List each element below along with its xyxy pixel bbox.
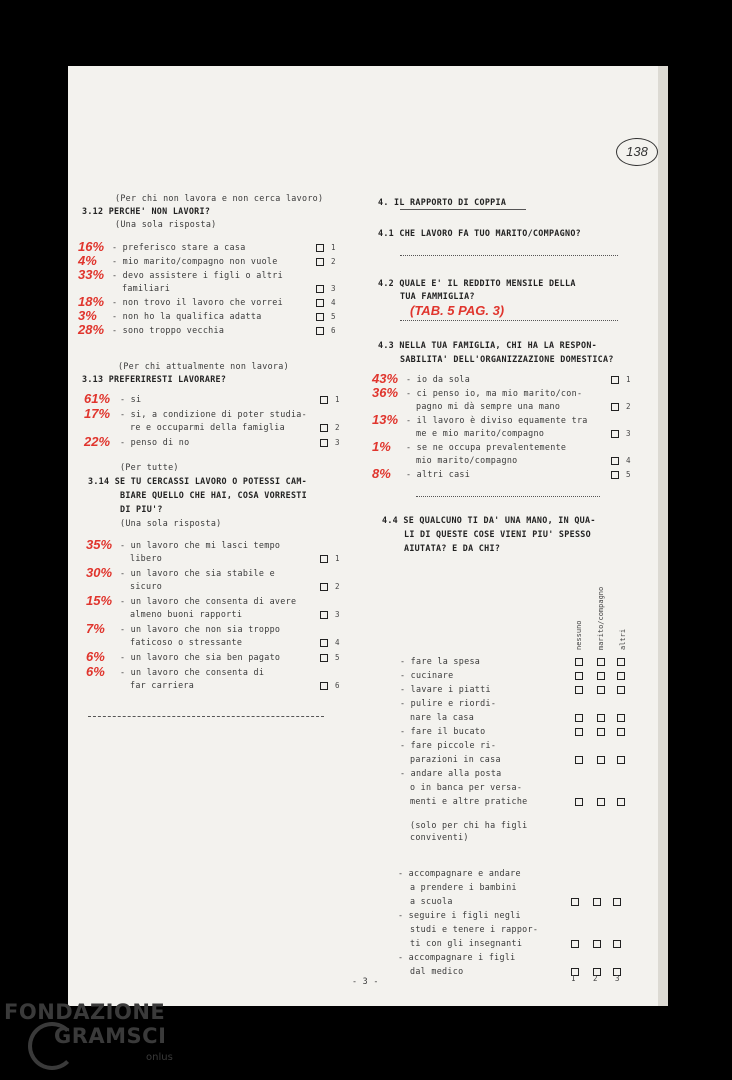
option-checkbox[interactable] [611, 457, 619, 465]
percent-value: 30% [86, 565, 113, 580]
grid-checkbox[interactable] [617, 658, 625, 666]
grid-checkbox[interactable] [597, 714, 605, 722]
option-checkbox[interactable] [320, 611, 328, 619]
q313-note: (Per chi attualmente non lavora) [118, 361, 289, 371]
grid-checkbox[interactable] [571, 898, 579, 906]
q42-title-2: TUA FAMMIGLIA? [400, 291, 475, 301]
task-label: - pulire e riordi- [400, 698, 497, 708]
percent-value: 13% [372, 412, 399, 427]
option-text: - altri casi [406, 469, 471, 479]
q312-title: 3.12 PERCHE' NON LAVORI? [82, 206, 211, 216]
option-code: 1 [335, 554, 340, 563]
kids-note-2: conviventi) [410, 832, 469, 842]
option-text: - se ne occupa prevalentemente [406, 442, 567, 452]
q44-title-3: AIUTATA? E DA CHI? [404, 543, 501, 553]
option-text: - non ho la qualifica adatta [112, 311, 262, 321]
q41-answer-line [400, 255, 618, 256]
q44-title-1: 4.4 SE QUALCUNO TI DA' UNA MANO, IN QUA- [382, 515, 596, 525]
option-checkbox[interactable] [320, 654, 328, 662]
grid-checkbox[interactable] [593, 898, 601, 906]
option-text-cont: sicuro [130, 581, 163, 591]
option-text: - il lavoro è diviso equamente tra [406, 415, 588, 425]
logo-line-3: onlus [146, 1052, 173, 1063]
task-label: nare la casa [410, 712, 475, 722]
percent-value: 43% [372, 371, 399, 386]
option-code: 4 [626, 456, 631, 465]
task-label: - andare alla posta [400, 768, 502, 778]
kids-task-label: studi e tenere i rappor- [410, 924, 539, 934]
q314-note: (Per tutte) [120, 462, 179, 472]
footer-page-number: - 3 - [352, 976, 379, 986]
q314-title-1: 3.14 SE TU CERCASSI LAVORO O POTESSI CAM- [88, 476, 308, 486]
option-code: 1 [626, 375, 631, 384]
percent-value: 15% [86, 593, 113, 608]
grid-checkbox[interactable] [617, 714, 625, 722]
option-checkbox[interactable] [320, 682, 328, 690]
logo-line-2: GRAMSCI [54, 1024, 167, 1048]
task-label: o in banca per versa- [410, 782, 523, 792]
q312-sub: (Una sola risposta) [115, 219, 217, 229]
option-text-cont: faticoso o stressante [130, 637, 243, 647]
q41-title: 4.1 CHE LAVORO FA TUO MARITO/COMPAGNO? [378, 228, 582, 238]
option-code: 2 [335, 423, 340, 432]
grid-checkbox[interactable] [597, 728, 605, 736]
option-text: - mio marito/compagno non vuole [112, 256, 278, 266]
kids-task-label: dal medico [410, 966, 464, 976]
grid-checkbox[interactable] [617, 686, 625, 694]
option-code: 2 [626, 402, 631, 411]
option-checkbox[interactable] [611, 376, 619, 384]
option-text-cont: mio marito/compagno [416, 455, 518, 465]
task-label: parazioni in casa [410, 754, 501, 764]
option-text: - penso di no [120, 437, 190, 447]
option-checkbox[interactable] [611, 403, 619, 411]
task-label: - cucinare [400, 670, 454, 680]
option-checkbox[interactable] [320, 396, 328, 404]
kids-note-1: (solo per chi ha figli [410, 820, 528, 830]
grid-checkbox[interactable] [617, 756, 625, 764]
percent-value: 35% [86, 537, 113, 552]
percent-value: 28% [78, 322, 105, 337]
q312-note: (Per chi non lavora e non cerca lavoro) [115, 193, 324, 203]
task-label: - fare la spesa [400, 656, 481, 666]
grid-checkbox[interactable] [575, 658, 583, 666]
task-label: menti e altre pratiche [410, 796, 528, 806]
col-header-altri: altri [619, 628, 627, 650]
q42-title-1: 4.2 QUALE E' IL REDDITO MENSILE DELLA [378, 278, 576, 288]
option-text-cont: re e occuparmi della famiglia [130, 422, 285, 432]
grid-checkbox[interactable] [575, 728, 583, 736]
kids-task-label: a scuola [410, 896, 453, 906]
option-checkbox[interactable] [611, 471, 619, 479]
kids-task-label: ti con gli insegnanti [410, 938, 523, 948]
option-text-cont: familiari [122, 283, 171, 293]
option-checkbox[interactable] [320, 555, 328, 563]
option-text: - preferisco stare a casa [112, 242, 246, 252]
page-edge [658, 66, 668, 1006]
option-text-cont: libero [130, 553, 163, 563]
q42-answer-line [400, 320, 618, 321]
option-text: - si [120, 394, 142, 404]
grid-checkbox[interactable] [597, 658, 605, 666]
percent-value: 8% [372, 466, 391, 481]
option-checkbox[interactable] [316, 299, 324, 307]
option-text: - un lavoro che sia stabile e [120, 568, 275, 578]
kids-task-label: - accompagnare e andare [398, 868, 521, 878]
section-divider [88, 716, 324, 717]
option-code: 5 [335, 653, 340, 662]
percent-value: 36% [372, 385, 399, 400]
q43-title-1: 4.3 NELLA TUA FAMIGLIA, CHI HA LA RESPON- [378, 340, 598, 350]
option-code: 2 [335, 582, 340, 591]
option-code: 3 [335, 438, 340, 447]
percent-value: 61% [84, 391, 111, 406]
option-code: 6 [331, 326, 336, 335]
col-num-1: 1 [571, 974, 576, 983]
option-text: - un lavoro che sia ben pagato [120, 652, 281, 662]
grid-checkbox[interactable] [597, 686, 605, 694]
option-code: 3 [626, 429, 631, 438]
grid-checkbox[interactable] [597, 798, 605, 806]
option-text: - un lavoro che consenta di [120, 667, 265, 677]
option-checkbox[interactable] [316, 327, 324, 335]
option-checkbox[interactable] [316, 244, 324, 252]
option-checkbox[interactable] [320, 439, 328, 447]
q43-other-line [416, 496, 600, 497]
q44-title-2: LI DI QUESTE COSE VIENI PIU' SPESSO [404, 529, 591, 539]
option-text: - sono troppo vecchia [112, 325, 225, 335]
section-4-title: 4. IL RAPPORTO DI COPPIA [378, 197, 507, 207]
option-text: - un lavoro che mi lasci tempo [120, 540, 281, 550]
option-code: 5 [331, 312, 336, 321]
section-4-underline [400, 209, 526, 210]
option-text: - un lavoro che non sia troppo [120, 624, 281, 634]
option-checkbox[interactable] [316, 313, 324, 321]
grid-checkbox[interactable] [597, 756, 605, 764]
q313-title: 3.13 PREFERIRESTI LAVORARE? [82, 374, 227, 384]
percent-value: 33% [78, 267, 105, 282]
task-label: - fare il bucato [400, 726, 486, 736]
option-checkbox[interactable] [320, 583, 328, 591]
percent-value: 6% [86, 649, 105, 664]
option-code: 3 [335, 610, 340, 619]
percent-value: 6% [86, 664, 105, 679]
kids-task-label: - accompagnare i figli [398, 952, 516, 962]
percent-value: 3% [78, 308, 97, 323]
kids-task-label: - seguire i figli negli [398, 910, 521, 920]
grid-checkbox[interactable] [597, 672, 605, 680]
option-text: - devo assistere i figli o altri [112, 270, 283, 280]
grid-checkbox[interactable] [575, 686, 583, 694]
q42-handwritten-note: (TAB. 5 PAG. 3) [410, 303, 505, 318]
grid-checkbox[interactable] [593, 940, 601, 948]
option-checkbox[interactable] [320, 639, 328, 647]
grid-checkbox[interactable] [613, 898, 621, 906]
option-text: - io da sola [406, 374, 471, 384]
q314-title-3: DI PIU'? [120, 504, 163, 514]
task-label: - fare piccole ri- [400, 740, 497, 750]
grid-checkbox[interactable] [575, 672, 583, 680]
option-text: - ci penso io, ma mio marito/con- [406, 388, 583, 398]
col-header-nessuno: nessuno [575, 620, 583, 650]
q43-title-2: SABILITA' DELL'ORGANIZZAZIONE DOMESTICA? [400, 354, 614, 364]
task-label: - lavare i piatti [400, 684, 491, 694]
option-code: 3 [331, 284, 336, 293]
percent-value: 1% [372, 439, 391, 454]
percent-value: 17% [84, 406, 111, 421]
grid-checkbox[interactable] [613, 940, 621, 948]
col-num-3: 3 [615, 974, 620, 983]
kids-task-label: a prendere i bambini [410, 882, 517, 892]
q314-sub: (Una sola risposta) [120, 518, 222, 528]
option-code: 4 [331, 298, 336, 307]
option-checkbox[interactable] [316, 258, 324, 266]
percent-value: 7% [86, 621, 105, 636]
grid-checkbox[interactable] [617, 728, 625, 736]
option-text: - un lavoro che consenta di avere [120, 596, 297, 606]
col-header-marito: marito/compagno [597, 586, 605, 650]
option-text: - si, a condizione di poter studia- [120, 409, 307, 419]
grid-checkbox[interactable] [617, 798, 625, 806]
grid-checkbox[interactable] [575, 714, 583, 722]
option-checkbox[interactable] [611, 430, 619, 438]
grid-checkbox[interactable] [575, 756, 583, 764]
percent-value: 4% [78, 253, 97, 268]
option-code: 1 [331, 243, 336, 252]
col-num-2: 2 [593, 974, 598, 983]
option-checkbox[interactable] [316, 285, 324, 293]
option-code: 1 [335, 395, 340, 404]
percent-value: 18% [78, 294, 105, 309]
percent-value: 16% [78, 239, 105, 254]
grid-checkbox[interactable] [571, 940, 579, 948]
logo-line-1: FONDAZIONE [4, 1000, 166, 1024]
option-text-cont: far carriera [130, 680, 195, 690]
handwritten-page-number: 138 [616, 138, 658, 166]
percent-value: 22% [84, 434, 111, 449]
option-code: 2 [331, 257, 336, 266]
option-code: 4 [335, 638, 340, 647]
option-text-cont: pagno mi dà sempre una mano [416, 401, 561, 411]
option-checkbox[interactable] [320, 424, 328, 432]
option-text: - non trovo il lavoro che vorrei [112, 297, 283, 307]
option-code: 5 [626, 470, 631, 479]
option-text-cont: me e mio marito/compagno [416, 428, 545, 438]
option-text-cont: almeno buoni rapporti [130, 609, 243, 619]
option-code: 6 [335, 681, 340, 690]
grid-checkbox[interactable] [617, 672, 625, 680]
q314-title-2: BIARE QUELLO CHE HAI, COSA VORRESTI [120, 490, 307, 500]
grid-checkbox[interactable] [575, 798, 583, 806]
